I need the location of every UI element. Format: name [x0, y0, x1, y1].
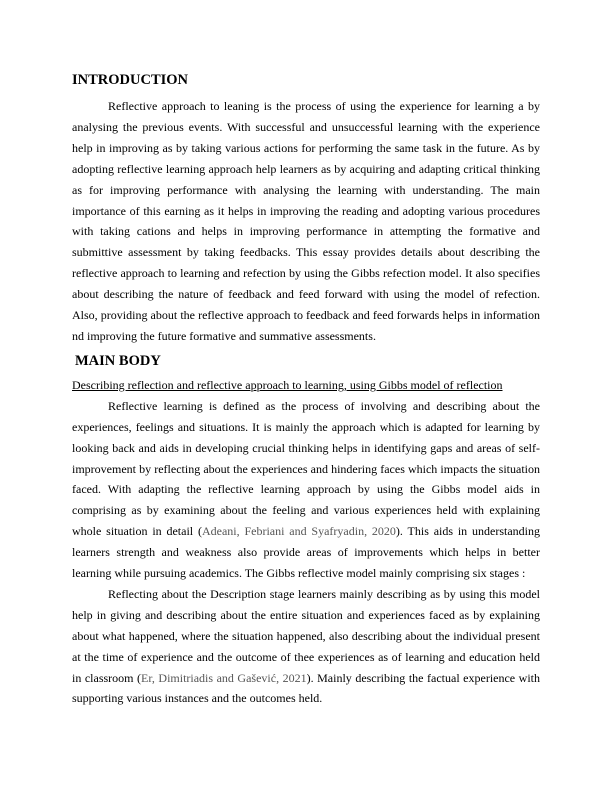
paragraph-text: Reflective learning is defined as the process of involving and describing about the experiences, feelings and situations. It is mainly the approach which is adapted for learning by looking back and aids in developing crucial thinking helps in identifying gaps and areas of self-improvement by reflecting about the experiences and hindering faces which impacts the situation faced. With adapting the reflective learning approach by using the Gibbs model aids in comprising as by examining about the feeling and various experiences held with explaining whole situation in detail ( [72, 398, 540, 539]
paragraph-text: ). This aids in understanding learners strength and weakness also provide areas of improvements which helps in better learning while pursuing academics. The Gibbs reflective model mainly comprising six stages : [72, 524, 541, 581]
citation: Er, Dimitriadis and Gašević, 2021 [141, 670, 307, 685]
page-content [72, 70, 540, 709]
main-body-paragraph-1 [72, 396, 540, 584]
section-subheading: Describing reflection and reflective approach to learning, using Gibbs model of reflection [72, 377, 503, 392]
paragraph-text: Reflecting about the Description stage learners mainly describing as by using this model help in giving and describing about the entire situation and experiences faced as by explaining about what happened, where the situation happened, also describing about the individual present at the time of experience and the outcome of thee experiences as of learning and education held in classroom ( [72, 586, 540, 685]
main-body-paragraph-2 [72, 584, 540, 709]
paragraph-text: ). Mainly describing the factual experience with supporting various instances and the outcomes held. [72, 670, 540, 706]
introduction-paragraph: Reflective approach to leaning is the process of using the experience for learning a by analysing the previous events. With successful and unsuccessful learning with the experience help in improving as by taking various actions for performing the same task in the future. As by adopting reflective learning approach help learners as by acquiring and adapting critical thinking as for improving performance with analysing the learning with understanding. The main importance of this earning as it helps in improving the reading and adopting various procedures with taking cations and helps in improving performance in attempting the formative and submittive assessment by taking feedbacks. This essay provides details about describing the reflective approach to learning and refection by using the Gibbs refection model. It also specifies about describing the nature of feedback and feed forward with using the model of refection. Also, providing about the reflective approach to feedback and feed forwards helps in information nd improving the future formative and summative assessments. [72, 99, 540, 343]
citation: Adeani, Febriani and Syafryadin, 2020 [201, 524, 396, 539]
introduction-heading: INTRODUCTION [72, 72, 189, 88]
main-body-heading: MAIN BODY [75, 352, 161, 369]
